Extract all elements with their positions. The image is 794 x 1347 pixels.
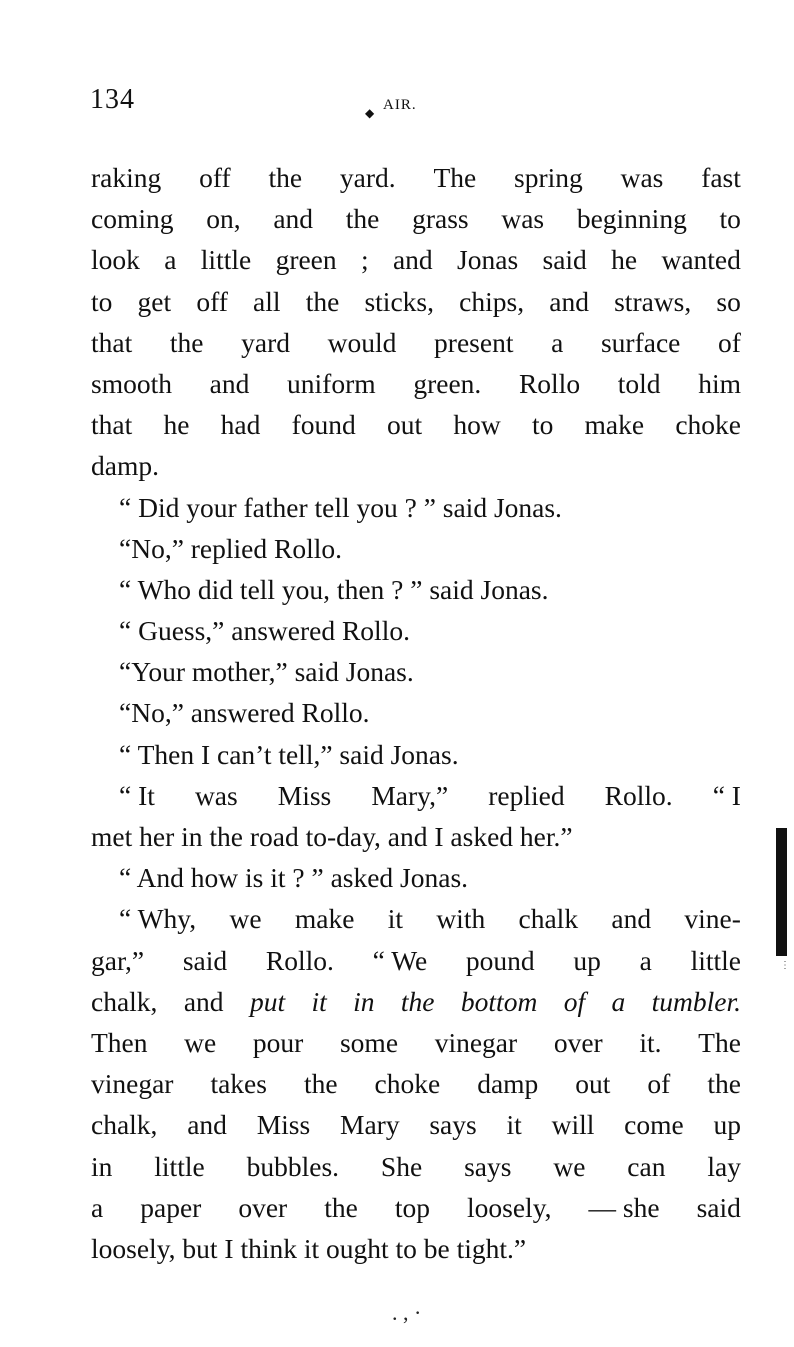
- word: gar,”: [91, 944, 145, 976]
- word: Mary,”: [371, 779, 449, 811]
- word: raking: [91, 162, 162, 193]
- text-line: [91, 1063, 741, 1104]
- word: vinegar: [91, 1068, 174, 1100]
- word: we: [553, 1150, 586, 1182]
- word: on,: [206, 203, 241, 235]
- word: out: [386, 409, 423, 441]
- word: in: [91, 1150, 113, 1182]
- word: he: [611, 244, 638, 276]
- text-line: [91, 1187, 741, 1228]
- word: sticks,: [364, 285, 434, 317]
- word: fast: [701, 162, 741, 193]
- word: surface: [600, 326, 681, 358]
- word: how: [453, 409, 501, 441]
- footer-marks: . , ·: [392, 1300, 422, 1325]
- word: the: [324, 1191, 358, 1223]
- text-line: “Your mother,” said Jonas.: [119, 656, 414, 688]
- text-line: “ Who did tell you, then ? ” said Jonas.: [119, 573, 549, 605]
- word: chalk,: [91, 985, 158, 1017]
- word: the: [268, 162, 303, 193]
- word: The: [698, 1026, 741, 1058]
- word: a: [551, 326, 564, 358]
- word: yard: [241, 326, 291, 358]
- text-line: [91, 1146, 741, 1187]
- word: says: [464, 1150, 512, 1182]
- word: it.: [639, 1026, 662, 1058]
- word: a: [611, 985, 626, 1017]
- word: grass: [412, 203, 469, 235]
- page-edge-shadow: [776, 828, 787, 956]
- word: loosely,: [467, 1191, 552, 1223]
- word: — she: [588, 1191, 660, 1223]
- text-line: [91, 940, 741, 981]
- word: top: [394, 1191, 430, 1223]
- word: pound: [465, 944, 535, 976]
- word: over: [553, 1026, 603, 1058]
- text-line: [91, 1104, 741, 1145]
- word: choke: [374, 1068, 441, 1100]
- word: the: [169, 326, 204, 358]
- word: vine-: [684, 903, 741, 935]
- word: to: [91, 285, 113, 317]
- text-line: [91, 198, 741, 239]
- word: off: [196, 285, 228, 317]
- word: takes: [210, 1068, 267, 1100]
- word: She: [380, 1150, 423, 1182]
- text-line: “ And how is it ? ” asked Jonas.: [119, 862, 469, 894]
- word: “ We: [372, 944, 428, 976]
- word: pour: [252, 1026, 304, 1058]
- word: was: [620, 162, 664, 193]
- text-line: [91, 239, 741, 280]
- word: little: [200, 244, 252, 276]
- word: yard.: [339, 162, 396, 193]
- text-line: [91, 775, 741, 816]
- word: wanted: [661, 244, 741, 276]
- word: coming: [91, 203, 174, 235]
- word: paper: [140, 1191, 202, 1223]
- word: “ I: [712, 779, 741, 811]
- word: that: [91, 409, 133, 441]
- word: and: [183, 985, 224, 1017]
- word: will: [551, 1109, 595, 1141]
- word: put: [249, 985, 286, 1017]
- word: chalk,: [91, 1109, 158, 1141]
- word: the: [707, 1068, 741, 1100]
- word: tumbler.: [651, 985, 741, 1017]
- word: can: [627, 1150, 666, 1182]
- text-line: “No,” replied Rollo.: [119, 532, 342, 564]
- word: said: [542, 244, 587, 276]
- word: uniform: [287, 367, 376, 399]
- word: damp: [477, 1068, 539, 1100]
- printer-mark: ◆: [365, 106, 376, 120]
- word: make: [584, 409, 645, 441]
- word: up: [573, 944, 601, 976]
- word: “ Why,: [119, 903, 197, 935]
- word: it: [506, 1109, 522, 1141]
- word: some: [339, 1026, 399, 1058]
- word: had: [220, 409, 261, 441]
- word: chalk: [518, 903, 579, 935]
- word: of: [718, 326, 741, 358]
- word: off: [199, 162, 231, 193]
- word: present: [434, 326, 514, 358]
- word: to: [531, 409, 554, 441]
- word: in: [353, 985, 375, 1017]
- word: little: [154, 1150, 205, 1182]
- word: chips,: [459, 285, 525, 317]
- text-line: [91, 322, 741, 363]
- word: beginning: [576, 203, 687, 235]
- word: up: [713, 1109, 741, 1141]
- word: to: [719, 203, 741, 235]
- word: vinegar: [434, 1026, 518, 1058]
- word: out: [575, 1068, 611, 1100]
- word: bottom: [460, 985, 538, 1017]
- word: Then: [91, 1026, 148, 1058]
- word: of: [647, 1068, 671, 1100]
- word: he: [163, 409, 190, 441]
- running-head-title: AIR.: [383, 97, 417, 113]
- word: and: [611, 903, 652, 935]
- text-line: [91, 281, 741, 322]
- word: the: [400, 985, 435, 1017]
- word: make: [294, 903, 355, 935]
- word: and: [209, 367, 250, 399]
- word: Rollo.: [604, 779, 673, 811]
- text-line: “No,” answered Rollo.: [119, 697, 370, 729]
- word: the: [345, 203, 380, 235]
- word: told: [617, 367, 661, 399]
- word: bubbles.: [246, 1150, 340, 1182]
- text-line: loosely, but I think it ought to be tight.”: [91, 1232, 527, 1264]
- text-line: [91, 404, 741, 445]
- word: spring: [514, 162, 583, 193]
- word: and: [549, 285, 589, 317]
- text-line: “ Guess,” answered Rollo.: [119, 615, 410, 647]
- word: Jonas: [457, 244, 519, 276]
- text-line: [91, 898, 741, 939]
- word: all: [253, 285, 281, 317]
- word: “ It: [119, 779, 155, 811]
- word: look: [91, 244, 140, 276]
- word: and: [187, 1109, 227, 1141]
- running-head: [365, 97, 417, 120]
- word: Rollo.: [265, 944, 334, 976]
- word: of: [563, 985, 586, 1017]
- word: green: [275, 244, 337, 276]
- word: and: [392, 244, 433, 276]
- word: it: [387, 903, 403, 935]
- body-text: [91, 157, 741, 1269]
- word: smooth: [91, 367, 172, 399]
- word: that: [91, 326, 133, 358]
- word: straws,: [614, 285, 692, 317]
- word: little: [690, 944, 741, 976]
- word: was: [501, 203, 545, 235]
- word: said: [182, 944, 228, 976]
- text-line: [91, 363, 741, 404]
- page-edge-specks: ⋮: [780, 960, 790, 971]
- word: so: [716, 285, 741, 317]
- word: Mary: [340, 1109, 400, 1141]
- word: we: [184, 1026, 217, 1058]
- word: get: [137, 285, 172, 317]
- word: was: [194, 779, 238, 811]
- text-line: [91, 981, 741, 1022]
- word: replied: [488, 779, 565, 811]
- word: we: [229, 903, 262, 935]
- word: the: [305, 285, 340, 317]
- word: a: [91, 1191, 104, 1223]
- word: and: [273, 203, 314, 235]
- word: The: [433, 162, 477, 193]
- word: lay: [707, 1150, 741, 1182]
- word: over: [238, 1191, 288, 1223]
- word: found: [291, 409, 356, 441]
- word: Miss: [256, 1109, 311, 1141]
- word: green.: [413, 367, 482, 399]
- word: would: [327, 326, 397, 358]
- text-line: “ Then I can’t tell,” said Jonas.: [119, 738, 459, 770]
- word: said: [696, 1191, 741, 1223]
- text-line: [91, 1022, 741, 1063]
- word: choke: [675, 409, 741, 441]
- word: the: [303, 1068, 338, 1100]
- text-line: “ Did your father tell you ? ” said Jonas.: [119, 491, 562, 523]
- word: a: [164, 244, 177, 276]
- text-line: met her in the road to-day, and I asked her.”: [91, 821, 573, 852]
- text-line: damp.: [91, 450, 159, 482]
- word: Rollo: [518, 367, 581, 399]
- word: with: [436, 903, 486, 935]
- word: a: [639, 944, 652, 976]
- word: it: [311, 985, 327, 1017]
- word: Miss: [277, 779, 332, 811]
- word: come: [624, 1109, 684, 1141]
- page-number: 134: [90, 84, 135, 115]
- word: ;: [360, 244, 369, 276]
- word: says: [429, 1109, 477, 1141]
- word: him: [698, 367, 741, 399]
- text-line: [91, 157, 741, 198]
